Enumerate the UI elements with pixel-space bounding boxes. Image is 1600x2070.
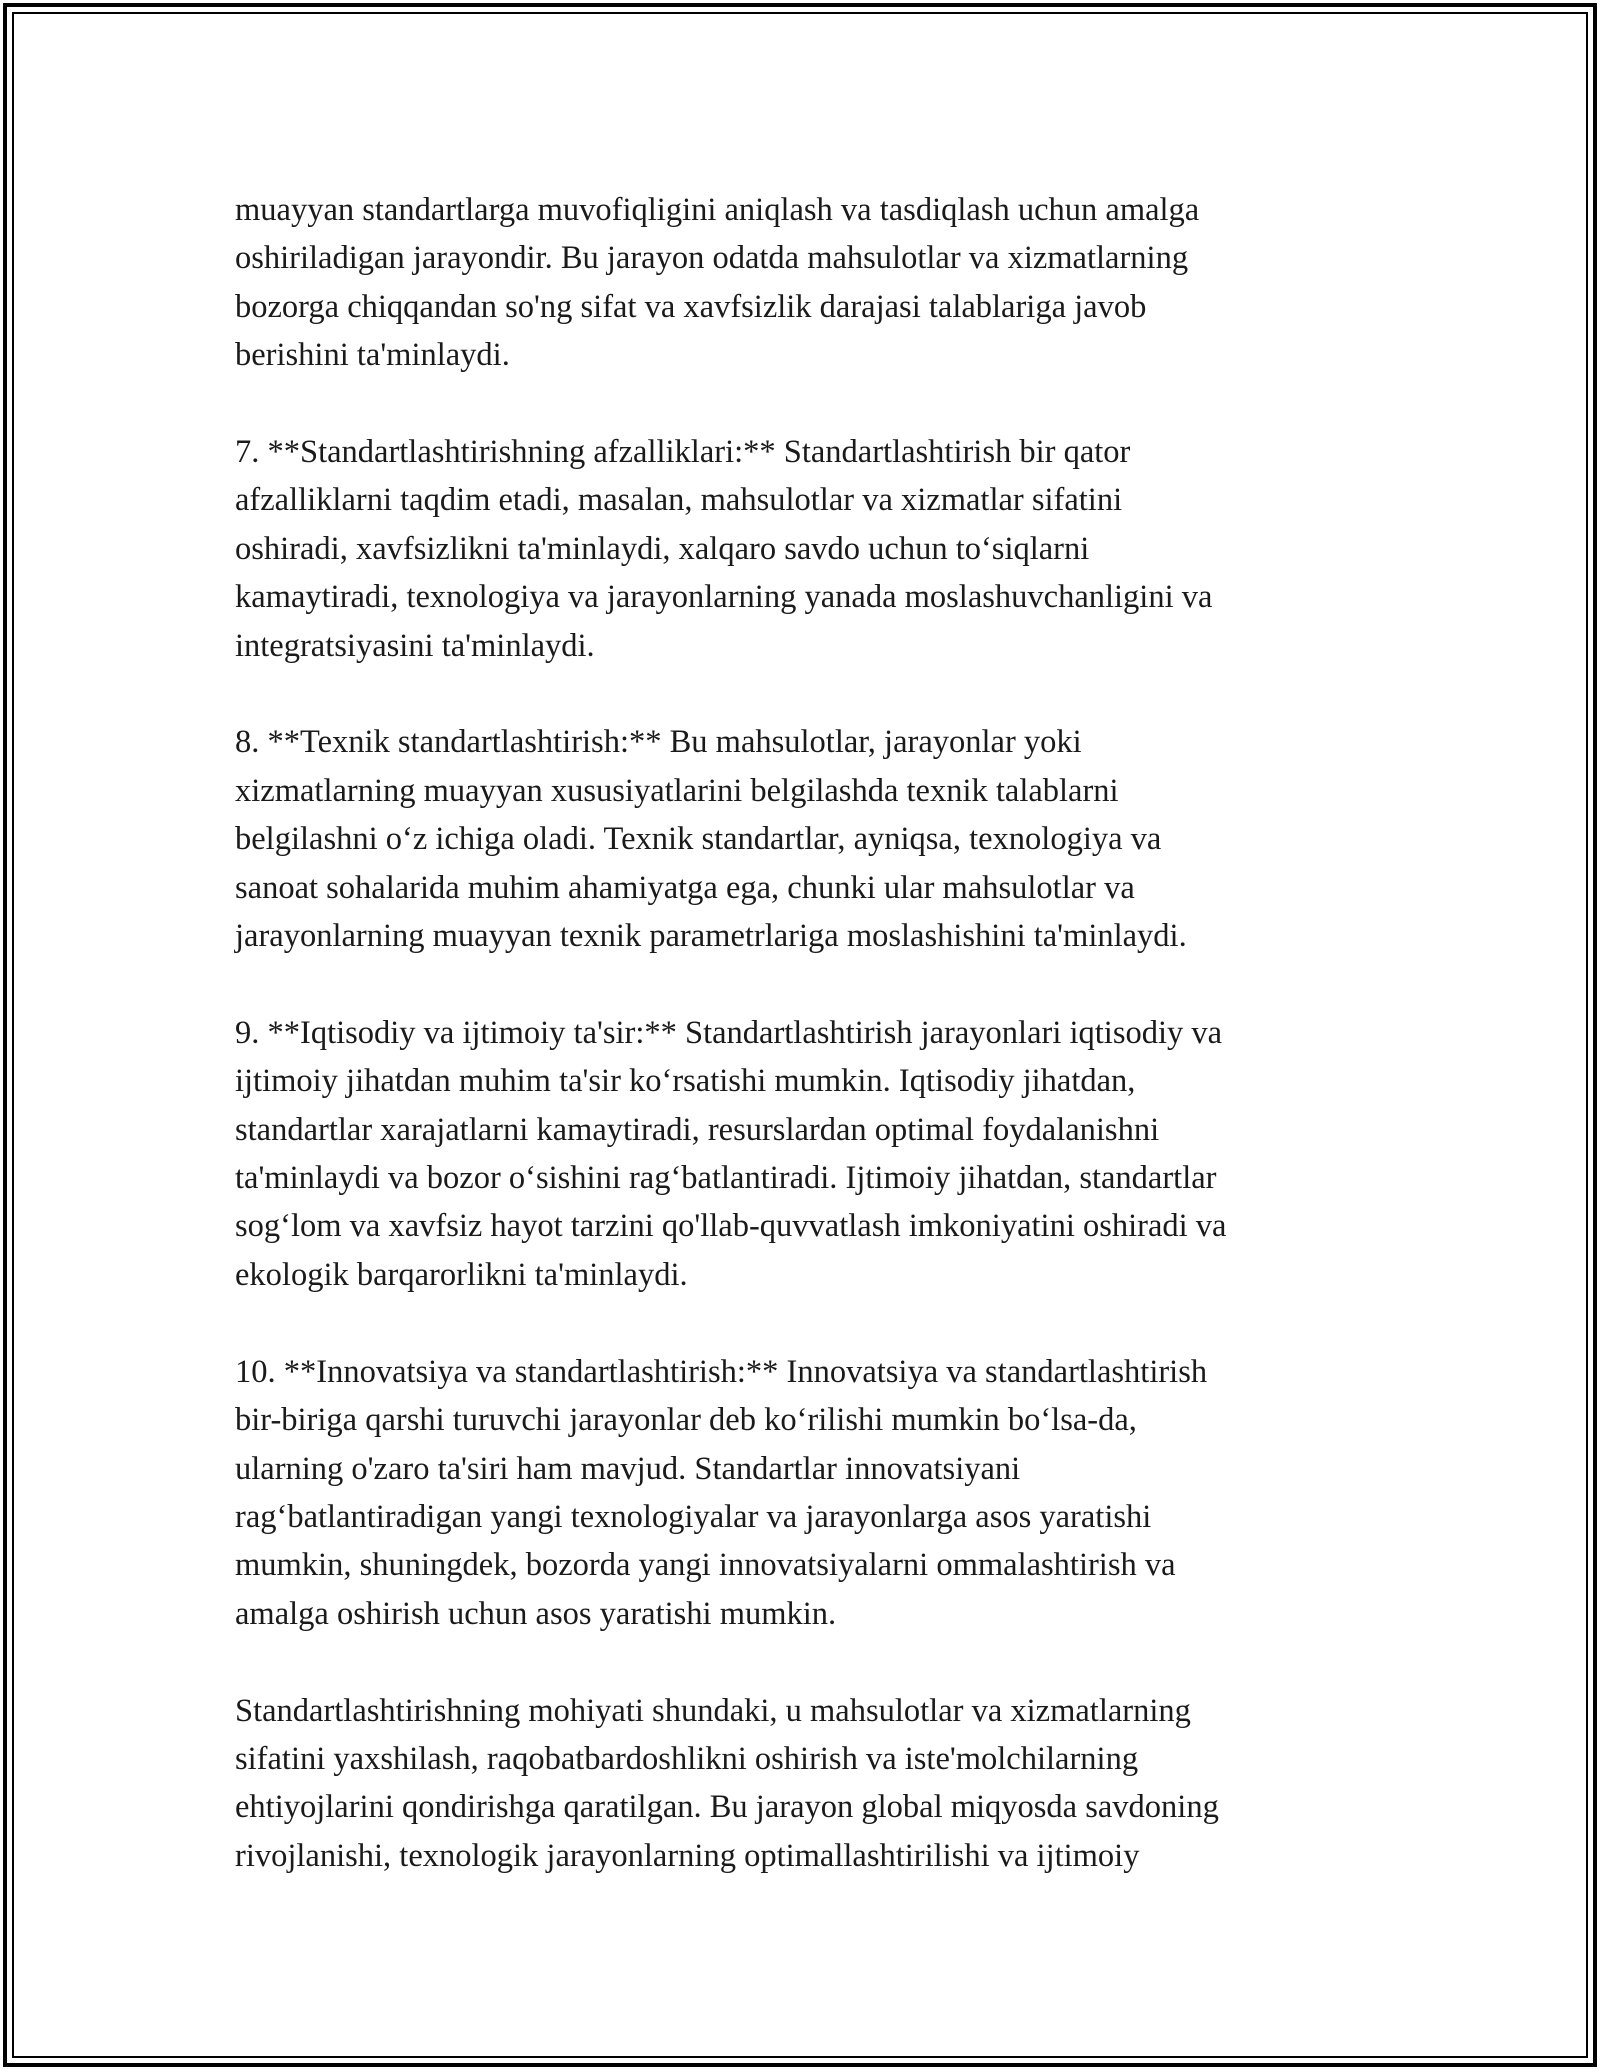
text-line: 8. **Texnik standartlashtirish:** Bu mahsulotlar, jarayonlar yoki <box>235 724 1082 761</box>
text-line: bir-biriga qarshi turuvchi jarayonlar deb ko‘rilishi mumkin bo‘lsa-da, <box>235 1402 1137 1439</box>
text-line: 9. **Iqtisodiy va ijtimoiy ta'sir:** Standartlashtirish jarayonlari iqtisodiy va <box>235 1014 1223 1051</box>
text-line: 10. **Innovatsiya va standartlashtirish:** Innovatsiya va standartlashtirish <box>235 1353 1208 1390</box>
paragraph-item-9 <box>235 1009 1375 1299</box>
text-line: sog‘lom va xavfsiz hayot tarzini qo'llab-quvvatlash imkoniyatini oshiradi va <box>235 1208 1227 1245</box>
text-line: kamaytiradi, texnologiya va jarayonlarning yanada moslashuvchanligini va <box>235 579 1213 616</box>
text-line: oshiriladigan jarayondir. Bu jarayon odatda mahsulotlar va xizmatlarning <box>235 240 1189 277</box>
text-line: standartlar xarajatlarni kamaytiradi, resurslardan optimal foydalanishni <box>235 1111 1160 1148</box>
text-line: Standartlashtirishning mohiyati shundaki, u mahsulotlar va xizmatlarning <box>235 1692 1191 1729</box>
text-line: integratsiyasini ta'minlaydi. <box>235 627 595 664</box>
paragraph-item-10 <box>235 1348 1375 1638</box>
text-line: ehtiyojlarini qondirishga qaratilgan. Bu jarayon global miqyosda savdoning <box>235 1789 1219 1826</box>
text-line: ijtimoiy jihatdan muhim ta'sir ko‘rsatishi mumkin. Iqtisodiy jihatdan, <box>235 1063 1136 1100</box>
paragraph-item-7 <box>235 428 1375 670</box>
text-line: muayyan standartlarga muvofiqligini aniqlash va tasdiqlash uchun amalga <box>235 192 1200 228</box>
document-body <box>235 186 1375 1929</box>
text-line: oshiradi, xavfsizlikni ta'minlaydi, xalqaro savdo uchun to‘siqlarni <box>235 530 1090 567</box>
text-line: afzalliklarni taqdim etadi, masalan, mahsulotlar va xizmatlar sifatini <box>235 482 1123 519</box>
text-line: ta'minlaydi va bozor o‘sishini rag‘batlantiradi. Ijtimoiy jihatdan, standartlar <box>235 1160 1217 1197</box>
paragraph-conclusion <box>235 1687 1375 1881</box>
text-line: xizmatlarning muayyan xususiyatlarini belgilashda texnik talablarni <box>235 772 1119 809</box>
text-line: jarayonlarning muayyan texnik parametrlariga moslashishini ta'minlaydi. <box>235 918 1187 955</box>
text-line: sifatini yaxshilash, raqobatbardoshlikni oshirish va iste'molchilarning <box>235 1740 1139 1777</box>
text-line: 7. **Standartlashtirishning afzalliklari:** Standartlashtirish bir qator <box>235 434 1131 471</box>
text-line: berishini ta'minlaydi. <box>235 337 510 374</box>
text-line: sanoat sohalarida muhim ahamiyatga ega, chunki ular mahsulotlar va <box>235 869 1135 906</box>
text-line: belgilashni o‘z ichiga oladi. Texnik standartlar, ayniqsa, texnologiya va <box>235 821 1162 858</box>
text-line: rivojlanishi, texnologik jarayonlarning optimallashtirilishi va ijtimoiy <box>235 1837 1140 1874</box>
text-line: rag‘batlantiradigan yangi texnologiyalar va jarayonlarga asos yaratishi <box>235 1498 1152 1535</box>
text-line: bozorga chiqqandan so'ng sifat va xavfsizlik darajasi talablariga javob <box>235 288 1147 325</box>
paragraph-item-8 <box>235 718 1375 960</box>
paragraph-continuation <box>235 186 1375 380</box>
text-line: mumkin, shuningdek, bozorda yangi innovatsiyalarni ommalashtirish va <box>235 1547 1176 1584</box>
text-line: ularning o'zaro ta'siri ham mavjud. Standartlar innovatsiyani <box>235 1450 1021 1487</box>
text-line: ekologik barqarorlikni ta'minlaydi. <box>235 1256 688 1293</box>
text-line: amalga oshirish uchun asos yaratishi mumkin. <box>235 1595 837 1632</box>
